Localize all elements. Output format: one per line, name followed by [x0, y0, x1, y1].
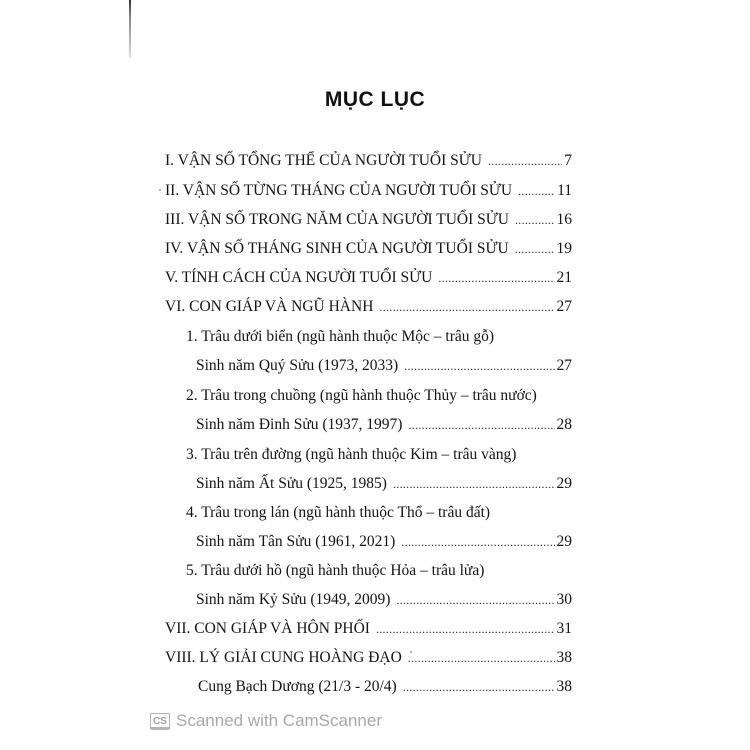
scan-speck	[159, 189, 161, 191]
dot-leader	[393, 474, 555, 494]
toc-entry-label: VI. CON GIÁP VÀ NGŨ HÀNH	[165, 298, 374, 315]
scan-speck	[410, 651, 412, 653]
dot-leader	[408, 415, 554, 435]
toc-entry-label: Sinh năm Tân Sửu (1961, 2021)	[196, 533, 396, 550]
dot-leader	[396, 590, 554, 610]
dot-leader	[403, 677, 555, 697]
toc-entry-label: I. VẬN SỐ TỔNG THỂ CỦA NGƯỜI TUỔI SỬU	[165, 152, 482, 169]
dot-leader	[518, 181, 555, 201]
watermark-text: Scanned with CamScanner	[176, 711, 383, 730]
toc-page-number: 30	[556, 591, 572, 608]
toc-page-number: 27	[556, 298, 572, 315]
dot-leader	[379, 297, 554, 317]
toc-entry-label: 4. Trâu trong lán (ngũ hành thuộc Thổ – trâu đất)	[186, 504, 491, 521]
dot-leader	[515, 239, 555, 259]
toc-entry	[165, 181, 572, 201]
toc-page-number: 29	[556, 533, 572, 550]
scan-edge-mark	[129, 0, 131, 58]
toc-entry-label: 5. Trâu dưới hồ (ngũ hành thuộc Hỏa – trâu lửa)	[186, 562, 485, 579]
toc-page-number: 16	[556, 211, 572, 228]
toc-entry-label: VIII. LÝ GIẢI CUNG HOÀNG ĐẠO	[165, 649, 402, 666]
toc-entry-label: 2. Trâu trong chuồng (ngũ hành thuộc Thủy – trâu nước)	[186, 387, 537, 404]
toc-page-number: 38	[556, 678, 572, 695]
toc-subentry-heading	[186, 386, 572, 406]
toc-entry	[196, 356, 572, 376]
toc-page-number: 11	[557, 182, 572, 199]
toc-entry	[165, 239, 572, 259]
dot-leader	[515, 210, 555, 230]
toc-page-number: 19	[556, 240, 572, 257]
toc-subentry-heading	[186, 503, 572, 523]
toc-page-number: 38	[556, 649, 572, 666]
toc-page-number: 7	[564, 152, 572, 169]
toc-page-number: 28	[556, 416, 572, 433]
toc-subentry-heading	[186, 327, 572, 347]
toc-page-number: 31	[556, 620, 572, 637]
camscanner-watermark	[150, 711, 382, 731]
dot-leader	[376, 619, 555, 639]
toc-entry-label: II. VẬN SỐ TỪNG THÁNG CỦA NGƯỜI TUỔI SỬU	[165, 182, 513, 199]
toc-entry-label: III. VẬN SỐ TRONG NĂM CỦA NGƯỜI TUỔI SỬU	[165, 211, 509, 228]
dot-leader	[401, 532, 554, 552]
toc-entry-label: Sinh năm Quý Sửu (1973, 2033)	[196, 357, 399, 374]
dot-leader	[488, 151, 562, 171]
toc-subentry-heading	[186, 561, 572, 581]
toc-entry-label: 1. Trâu dưới biển (ngũ hành thuộc Mộc – trâu gỗ)	[186, 328, 495, 345]
toc-page-number: 29	[556, 475, 572, 492]
toc-entry	[196, 532, 572, 552]
toc-page-number: 21	[556, 269, 572, 286]
toc-entry-label: 3. Trâu trên đường (ngũ hành thuộc Kim – trâu vàng)	[186, 446, 517, 463]
toc-entry	[165, 268, 572, 288]
dot-leader	[438, 268, 554, 288]
dot-leader	[408, 648, 555, 668]
page-title: MỤC LỤC	[324, 88, 426, 111]
toc-entry	[165, 619, 572, 639]
toc-subentry-heading	[186, 445, 572, 465]
toc-entry-label: Cung Bạch Dương (21/3 - 20/4)	[198, 678, 397, 695]
dot-leader	[404, 356, 554, 376]
toc-page-number: 27	[556, 357, 572, 374]
toc-entry	[165, 151, 572, 171]
toc-entry	[198, 677, 572, 697]
toc-entry	[196, 590, 572, 610]
toc-entry-label: Sinh năm Đinh Sửu (1937, 1997)	[196, 416, 403, 433]
toc-entry	[196, 415, 572, 435]
toc-entry-label: IV. VẬN SỐ THÁNG SINH CỦA NGƯỜI TUỔI SỬU	[165, 240, 509, 257]
toc-entry-label: Sinh năm Kỷ Sửu (1949, 2009)	[196, 591, 391, 608]
toc-entry	[196, 474, 572, 494]
camscanner-logo-icon: CS	[150, 713, 170, 730]
toc-entry	[165, 297, 572, 317]
toc-entry-label: VII. CON GIÁP VÀ HÔN PHỐI	[165, 620, 370, 637]
toc-entry	[165, 648, 572, 668]
toc-entry	[165, 210, 572, 230]
toc-entry-label: V. TÍNH CÁCH CỦA NGƯỜI TUỔI SỬU	[165, 269, 433, 286]
toc-entry-label: Sinh năm Ất Sửu (1925, 1985)	[196, 475, 387, 492]
